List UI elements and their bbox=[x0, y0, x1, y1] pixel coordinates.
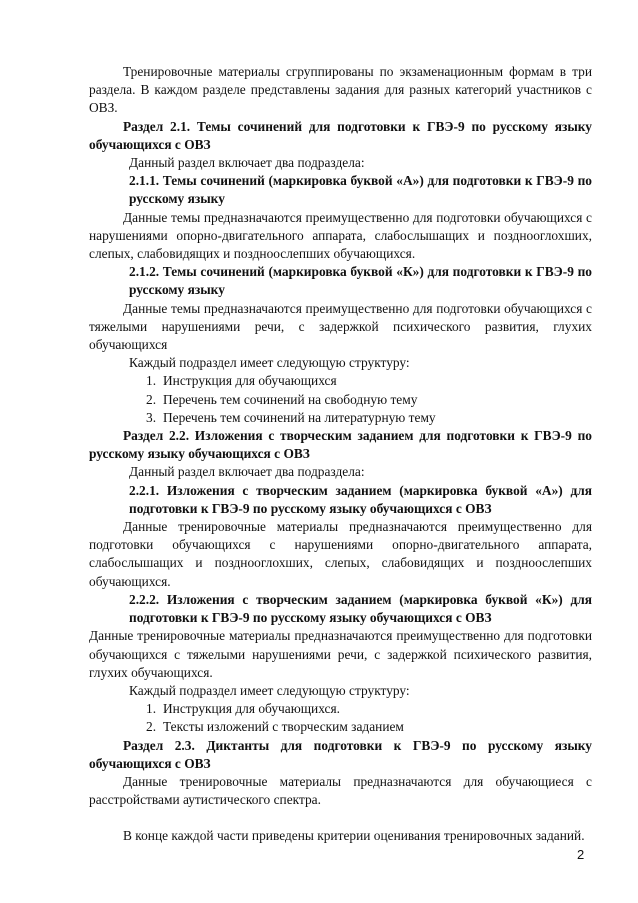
section-2-2-structure-list bbox=[89, 700, 592, 736]
section-2-1-intro: Данный раздел включает два подраздела: bbox=[129, 155, 365, 171]
subsection-2-2-1-heading: 2.2.1. Изложения с творческим заданием (маркировка буквой «А») для подготовки к ГВЭ-9 по русскому языку обучающихся с ОВЗ bbox=[129, 482, 592, 516]
section-2-1-structure-intro: Каждый подраздел имеет следующую структуру: bbox=[129, 355, 410, 371]
subsection-2-1-2-heading: 2.1.2. Темы сочинений (маркировка буквой «К») для подготовки к ГВЭ-9 по русскому языку bbox=[129, 264, 592, 298]
section-2-2-intro: Данный раздел включает два подраздела: bbox=[129, 464, 365, 480]
subsection-2-2-2-heading: 2.2.2. Изложения с творческим заданием (маркировка буквой «К») для подготовки к ГВЭ-9 по русскому языку обучающихся с ОВЗ bbox=[129, 591, 592, 626]
page-number: 2 bbox=[577, 847, 585, 862]
intro-paragraph: Тренировочные материалы сгруппированы по экзаменационным формам в три раздела. В каждом разделе представлены задания для разных категорий участников с ОВЗ. bbox=[89, 64, 592, 116]
blank-line bbox=[89, 809, 592, 827]
section-2-2-heading: Раздел 2.2. Изложения с творческим заданием для подготовки к ГВЭ-9 по русскому языку обучающихся с ОВЗ bbox=[89, 428, 592, 462]
section-2-2-structure-intro: Каждый подраздел имеет следующую структуру: bbox=[129, 682, 410, 698]
list-item: 2. Перечень тем сочинений на свободную тему bbox=[146, 391, 418, 407]
subsection-2-2-1-text: Данные тренировочные материалы предназначаются преимущественно для подготовки обучающихся с нарушениями опорно-двигательного аппарата, слабослышащих и позднооглохших, слепых, слабовидящих и поздноослепших обучающихся. bbox=[89, 519, 592, 589]
list-item: 1. Инструкция для обучающихся bbox=[146, 373, 337, 389]
list-item: 2. Тексты изложений с творческим заданием bbox=[146, 719, 404, 735]
final-paragraph: В конце каждой части приведены критерии оценивания тренировочных заданий. bbox=[123, 828, 585, 844]
section-2-1-heading: Раздел 2.1. Темы сочинений для подготовки к ГВЭ-9 по русскому языку обучающихся с ОВЗ bbox=[89, 118, 592, 152]
subsection-2-1-1-text: Данные темы предназначаются преимущественно для подготовки обучающихся с нарушениями опорно-двигательного аппарата, слабослышащих и позднооглохших, слепых, слабовидящих и поздноослепших обучающихся. bbox=[89, 209, 592, 262]
subsection-2-1-1-heading: 2.1.1. Темы сочинений (маркировка буквой «А») для подготовки к ГВЭ-9 по русскому языку bbox=[129, 173, 592, 207]
section-2-1-structure-list bbox=[89, 372, 592, 427]
section-2-3-heading: Раздел 2.3. Диктанты для подготовки к ГВЭ-9 по русскому языку обучающихся с ОВЗ bbox=[89, 737, 592, 771]
subsection-2-1-2-text: Данные темы предназначаются преимущественно для подготовки обучающихся с тяжелыми нарушениями речи, с задержкой психического развития, глухих обучающихся bbox=[89, 300, 592, 353]
section-2-3-text: Данные тренировочные материалы предназначаются для обучающиеся с расстройствами аутистического спектра. bbox=[89, 773, 592, 808]
list-item: 1. Инструкция для обучающихся. bbox=[146, 701, 340, 717]
subsection-2-2-2-text: Данные тренировочные материалы предназначаются преимущественно для подготовки обучающихся с тяжелыми нарушениями речи, с задержкой психического развития, глухих обучающихся. bbox=[89, 628, 592, 680]
document-body bbox=[89, 63, 592, 846]
list-item: 3. Перечень тем сочинений на литературную тему bbox=[146, 409, 436, 425]
